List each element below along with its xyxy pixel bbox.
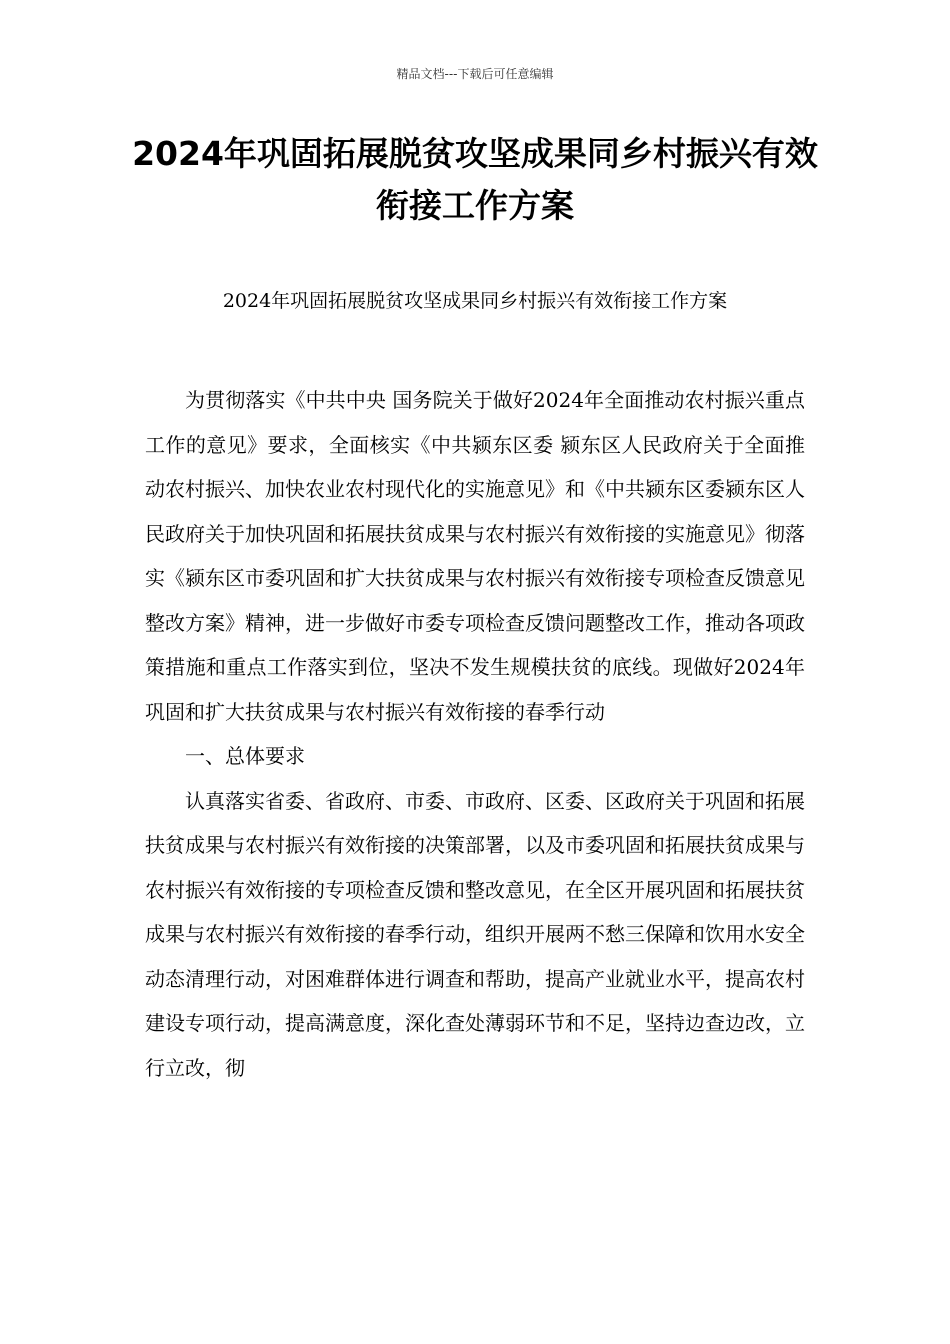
- header-note: 精品文档---下载后可任意编辑: [396, 67, 554, 81]
- body-paragraph: 为贯彻落实《中共中央 国务院关于做好2024年全面推动农村振兴重点工作的意见》要求，全面核实《中共颍东区委 颍东区人民政府关于全面推动农村振兴、加快农业农村现代化的实施意见》和《中共颍东区委颍东区人民政府关于加快巩固和拓展扶贫成果与农村振兴有效衔接的实施意见》彻落实《颍东区市委巩固和扩大扶贫成果与农村振兴有效衔接专项检查反馈意见整改方案》精神，进一步做好市委专项检查反馈问题整改工作，推动各项政策措施和重点工作落实到位，坚决不发生规模扶贫的底线。现做好2024年巩固和扩大扶贫成果与农村振兴有效衔接的春季行动: [145, 388, 805, 724]
- document-body: [145, 378, 805, 1090]
- body-paragraph: 认真落实省委、省政府、市委、市政府、区委、区政府关于巩固和拓展扶贫成果与农村振兴有效衔接的决策部署，以及市委巩固和拓展扶贫成果与农村振兴有效衔接的专项检查反馈和整改意见，在全区开展巩固和拓展扶贫成果与农村振兴有效衔接的春季行动，组织开展两不愁三保障和饮用水安全动态清理行动，对困难群体进行调查和帮助，提高产业就业水平，提高农村建设专项行动，提高满意度，深化查处薄弱环节和不足，坚持边查边改，立行立改，彻: [145, 788, 805, 1080]
- section-heading: 一、总体要求: [185, 744, 305, 768]
- document-title: 2024年巩固拓展脱贫攻坚成果同乡村振兴有效衔接工作方案: [132, 134, 818, 225]
- document-subtitle: 2024年巩固拓展脱贫攻坚成果同乡村振兴有效衔接工作方案: [222, 290, 728, 312]
